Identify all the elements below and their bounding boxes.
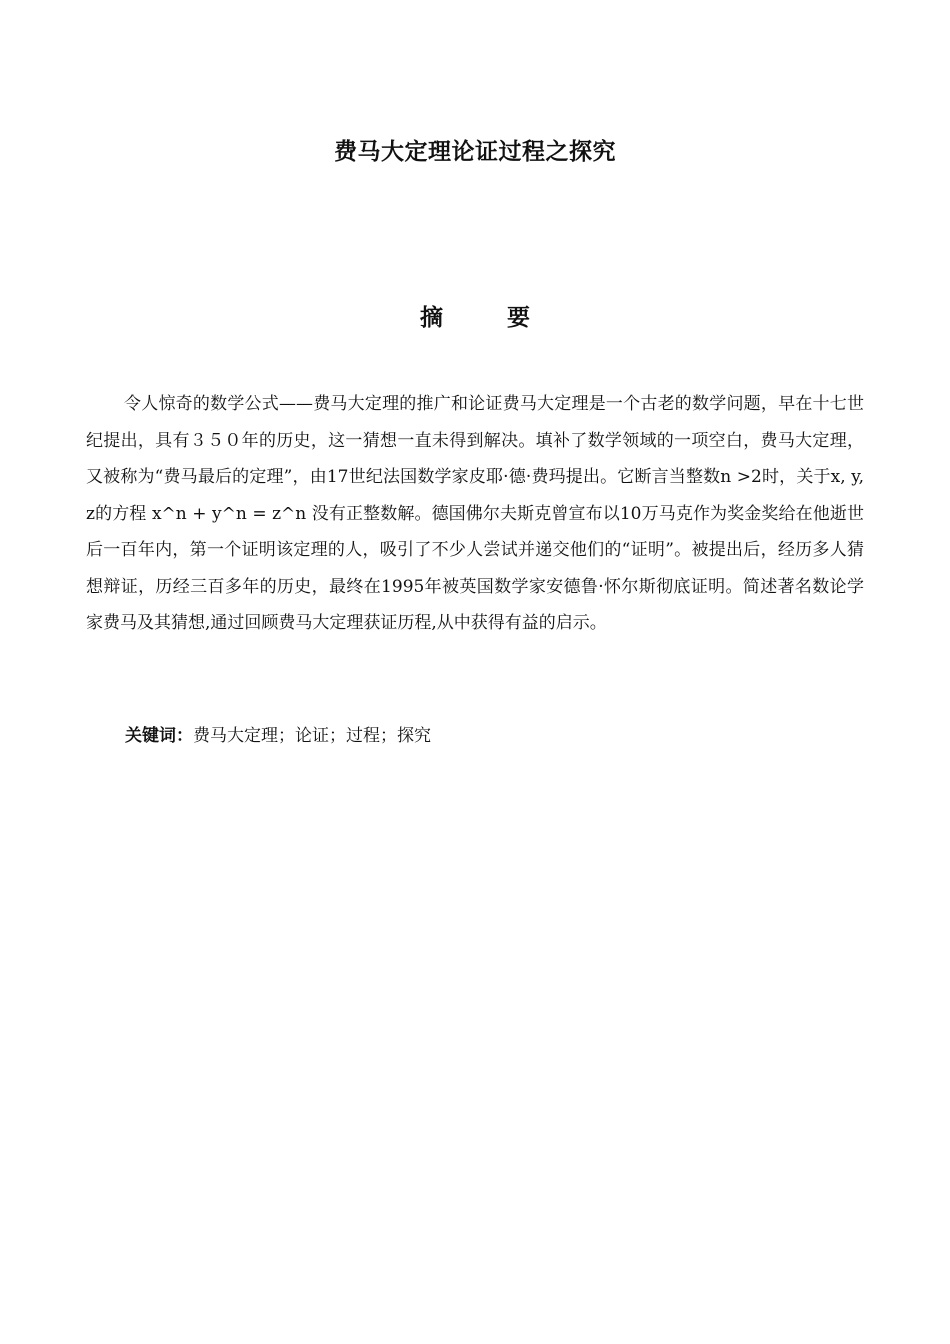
keywords-label: 关键词： (125, 726, 193, 746)
abstract-paragraph: 令人惊奇的数学公式——费马大定理的推广和论证费马大定理是一个古老的数学问题，早在十七世纪提出，具有３５０年的历史，这一猜想一直未得到解决。填补了数学领域的一项空白，费马大定理，又被称为“费马最后的定理”，由17世纪法国数学家皮耶·德·费玛提出。它断言当整数n >2时，关于x, y, z的方程 x^n + y^n = z^n 没有正整数解。德国佛尔夫斯克曾宣布以10万马克作为奖金奖给在他逝世后一百年内，第一个证明该定理的人，吸引了不少人尝试并递交他们的“证明”。被提出后，经历多人猜想辩证，历经三百多年的历史，最终在1995年被英国数学家安德鲁·怀尔斯彻底证明。简述著名数论学家费马及其猜想,通过回顾费马大定理获证历程,从中获得有益的启示。 (86, 394, 864, 633)
keywords-line (125, 718, 865, 754)
abstract-heading: 摘 要 (419, 305, 558, 331)
document-title: 费马大定理论证过程之探究 (334, 139, 616, 165)
keywords-value: 费马大定理；论证；过程；探究 (193, 726, 431, 746)
